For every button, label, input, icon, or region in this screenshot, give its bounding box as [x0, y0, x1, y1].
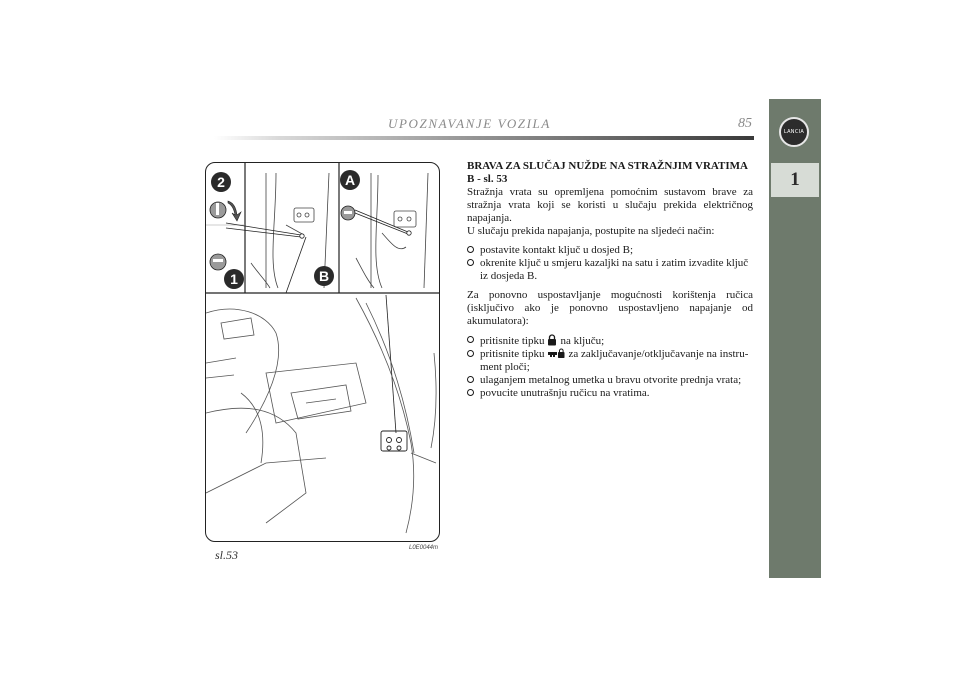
callout-a: A — [344, 172, 356, 188]
steps-list-2 — [467, 334, 753, 400]
door-lock-diagram — [206, 163, 440, 542]
padlock-icon — [547, 334, 557, 346]
step-text: pritisnite tipku — [480, 348, 545, 360]
circle-bullet-icon — [467, 259, 474, 266]
circle-bullet-icon — [467, 246, 474, 253]
circle-bullet-icon — [467, 376, 474, 383]
list-item — [467, 244, 753, 257]
callout-b: B — [318, 268, 330, 284]
circle-bullet-icon — [467, 350, 474, 357]
intro-text-2: U slučaju prekida napajanja, postupite na sljedeći način: — [467, 225, 715, 237]
callout-2: 2 — [217, 174, 225, 190]
step-text: povucite unutrašnju ručicu na vratima. — [480, 387, 650, 399]
circle-bullet-icon — [467, 389, 474, 396]
callout-1: 1 — [230, 271, 238, 287]
list-item — [467, 387, 753, 400]
intro-text: Stražnja vrata su opremljena pomoćnim sustavom brave za stražnja vrata koji se koristi u slučaju prekida električnog napajanja. — [467, 186, 753, 224]
circle-bullet-icon — [467, 336, 474, 343]
step-text: okrenite ključ u smjeru kazaljki na satu i zatim izvadite ključ iz dosjeda B. — [480, 257, 749, 282]
figure-caption: sl.53 — [215, 548, 239, 562]
section-content — [467, 160, 753, 406]
key-icon — [210, 202, 355, 270]
step-text: ulaganjem metalnog umetka u bravu otvorite prednja vrata; — [480, 374, 742, 386]
running-header-title: UPOZNAVANJE VOZILA — [388, 116, 551, 131]
key-lock-icon — [547, 348, 565, 359]
section-title — [467, 160, 753, 186]
logo-text: LANCIA — [783, 129, 805, 135]
lancia-logo-icon — [779, 117, 809, 147]
page-number: 85 — [738, 116, 752, 131]
list-item — [467, 348, 753, 374]
header-rule — [214, 136, 754, 140]
step-text: za zaključavanje/otključavanje na instru-ment ploči; — [480, 348, 749, 373]
restore-paragraph: Za ponovno uspostavljanje mogućnosti korištenja ručica (isključivo ako je ponovno uspostavljeno napajanje od akumulatora): — [467, 289, 753, 327]
section-title-line1: BRAVA ZA SLUČAJ NUŽDE NA STRAŽNJIM VRATIMA — [467, 160, 748, 172]
chapter-tab[interactable]: 1 — [771, 163, 819, 197]
section-title-line2: B - sl. 53 — [467, 173, 508, 185]
figure-code: L0E0044m — [409, 545, 439, 551]
intro-paragraph — [467, 186, 753, 238]
step-text: na ključu; — [560, 335, 605, 347]
list-item — [467, 334, 753, 348]
step-text: postavite kontakt ključ u dosjed B; — [480, 244, 634, 256]
list-item — [467, 374, 753, 387]
figure-illustration — [205, 162, 440, 542]
list-item — [467, 257, 753, 283]
steps-list-1 — [467, 244, 753, 283]
step-text: pritisnite tipku — [480, 335, 545, 347]
rotate-arrow-icon — [228, 201, 241, 221]
